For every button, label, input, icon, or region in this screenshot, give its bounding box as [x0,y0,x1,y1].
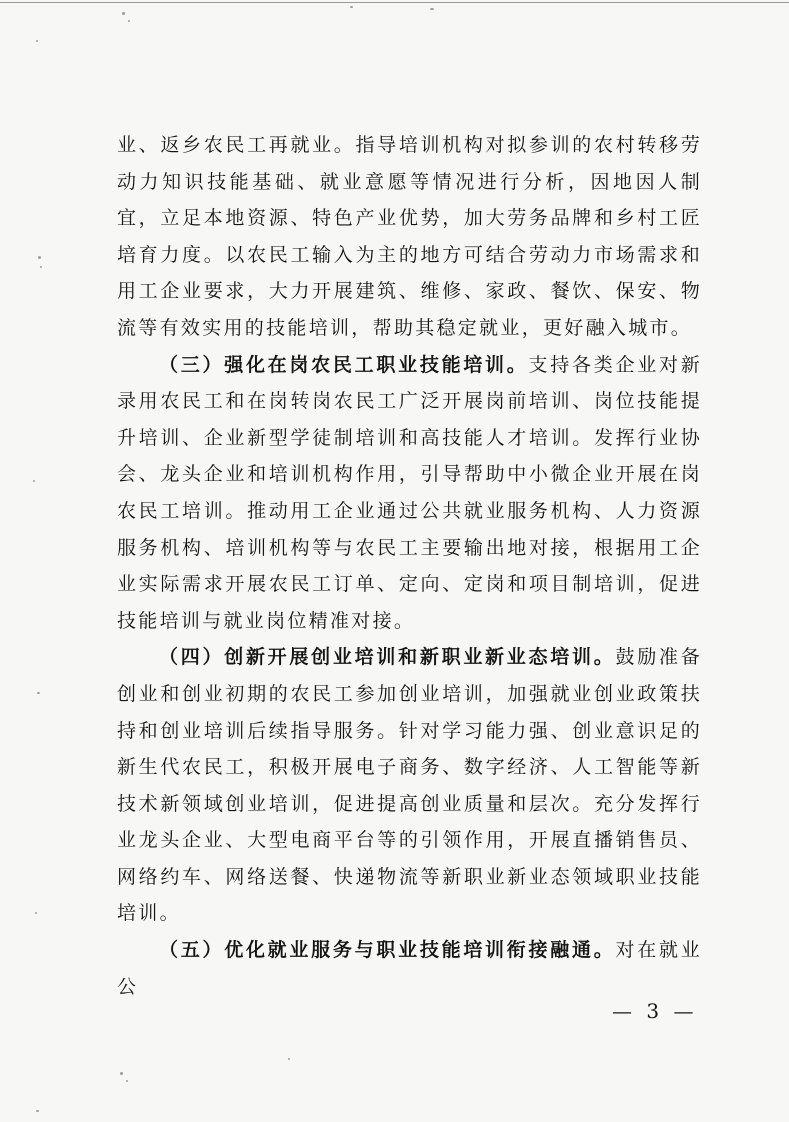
paragraph-body: 鼓励准备创业和创业初期的农民工参加创业培训，加强就业创业政策扶持和创业培训后续指导服务。针对学习能力强、创业意识足的新生代农民工，积极开展电子商务、数字经济、人工智能等新技术新领域创业培训，促进提高创业质量和层次。充分发挥行业龙头企业、大型电商平台等的引领作用，开展直播销售员、网络约车、网络送餐、快递物流等新职业新业态领域职业技能培训。 [117,646,702,925]
paragraph-body: 业、返乡农民工再就业。指导培训机构对拟参训的农村转移劳动力知识技能基础、就业意愿等情况进行分析，因地因人制宜，立足本地资源、特色产业优势，加大劳务品牌和乡村工匠培育力度。以农民工输入为主的地方可结合劳动力市场需求和用工企业要求，大力开展建筑、维修、家政、餐饮、保安、物流等有效实用的技能培训，帮助其稳定就业，更好融入城市。 [117,134,702,339]
scan-speck [38,256,41,259]
paragraph-section-5 [117,932,702,1005]
section-heading: （五）优化就业服务与职业技能培训衔接融通。 [159,939,616,962]
scan-speck [288,1058,290,1060]
paragraph-continued [117,127,702,347]
scan-speck [122,12,125,15]
scan-speck [40,266,42,268]
paragraph-section-3 [117,347,702,640]
scan-speck [36,40,38,42]
scan-speck [37,692,40,694]
scan-speck [33,480,35,482]
page-number: — 3 — [612,999,698,1023]
section-heading: （三）强化在岗农民工职业技能培训。 [159,353,529,376]
document-body [117,127,702,1005]
scan-speck [120,1072,123,1075]
paragraph-section-4 [117,639,702,932]
paragraph-body: 支持各类企业对新录用农民工和在岗转岗农民工广泛开展岗前培训、岗位技能提升培训、企业新型学徒制培训和高技能人才培训。发挥行业协会、龙头企业和培训机构作用，引导帮助中小微企业开展在岗农民工培训。推动用工企业通过公共就业服务机构、人力资源服务机构、培训机构等与农民工主要输出地对接，根据用工企业实际需求开展农民工订单、定向、定岗和项目制培训，促进技能培训与就业岗位精准对接。 [117,353,702,632]
scan-speck [430,8,434,10]
scan-speck [36,1110,39,1112]
section-heading: （四）创新开展创业培训和新职业新业态培训。 [159,646,616,669]
scan-speck [35,912,37,914]
scan-speck [350,6,353,8]
scan-speck [126,1080,128,1082]
scan-edge-line [0,2,789,3]
scan-speck [128,20,130,22]
paragraph-body: 对在就业公 [117,939,702,998]
